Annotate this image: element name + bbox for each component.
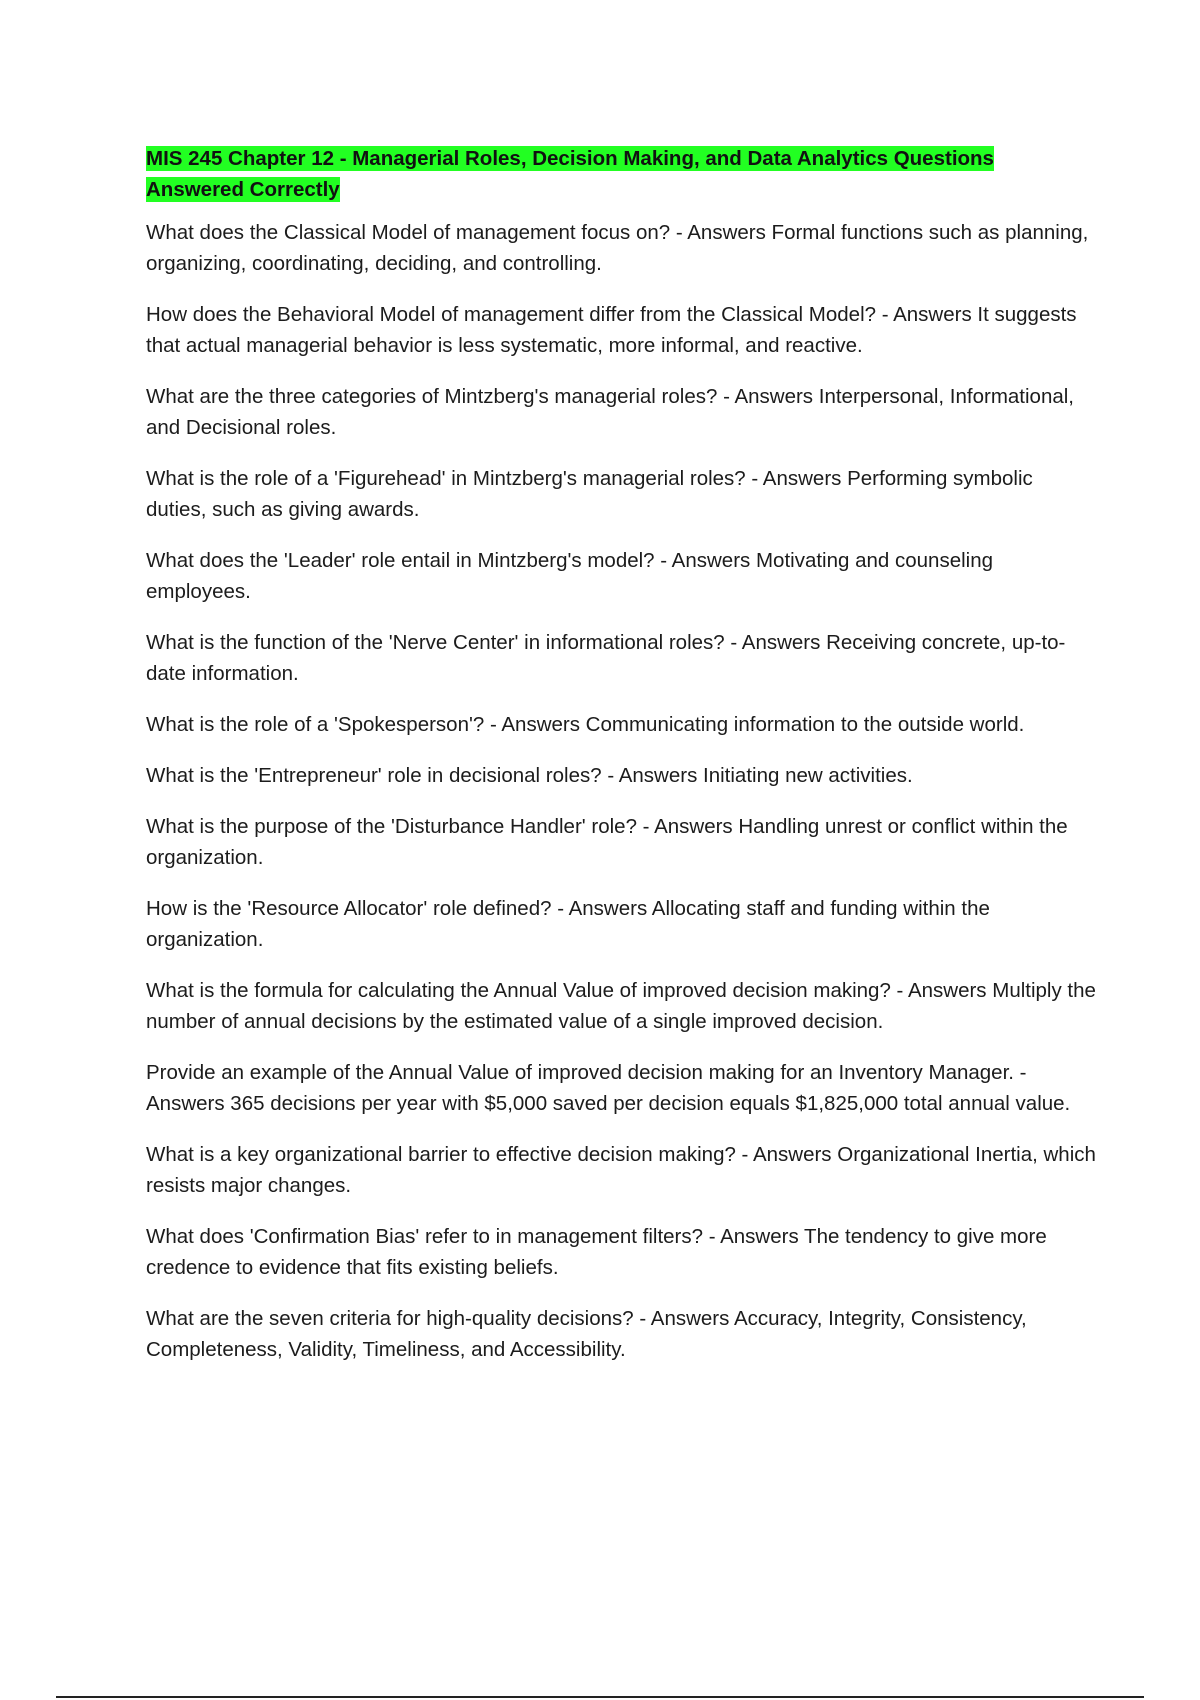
qa-item: What is the role of a 'Figurehead' in Mintzberg's managerial roles? - Answers Performing symbolic duties, such as giving awards.: [146, 467, 1033, 521]
qa-item: Provide an example of the Annual Value of improved decision making for an Inventory Manager. - Answers 365 decisions per year with $5,000 saved per decision equals $1,825,000 total annual value.: [146, 1061, 1071, 1115]
qa-item: What are the seven criteria for high-quality decisions? - Answers Accuracy, Integrity, Consistency, Completeness, Validity, Timeliness, and Accessibility.: [146, 1307, 1027, 1361]
qa-item: What does the 'Leader' role entail in Mintzberg's model? - Answers Motivating and counseling employees.: [146, 549, 994, 603]
qa-item: What is the formula for calculating the Annual Value of improved decision making? - Answers Multiply the number of annual decisions by the estimated value of a single improved decision.: [146, 979, 1096, 1033]
document-page: [146, 143, 1096, 1385]
qa-item: How is the 'Resource Allocator' role defined? - Answers Allocating staff and funding within the organization.: [146, 897, 990, 951]
footer-divider: [56, 1696, 1144, 1698]
qa-item: What does 'Confirmation Bias' refer to in management filters? - Answers The tendency to give more credence to evidence that fits existing beliefs.: [146, 1225, 1047, 1279]
qa-item: How does the Behavioral Model of management differ from the Classical Model? - Answers It suggests that actual managerial behavior is less systematic, more informal, and reactive.: [146, 303, 1077, 357]
title-highlight: MIS 245 Chapter 12 - Managerial Roles, Decision Making, and Data Analytics Questions Answered Correctly: [146, 147, 994, 201]
qa-item: What is the role of a 'Spokesperson'? - Answers Communicating information to the outside world.: [146, 713, 1025, 736]
qa-item: What is the function of the 'Nerve Center' in informational roles? - Answers Receiving concrete, up-to-date information.: [146, 631, 1066, 685]
qa-item: What is the 'Entrepreneur' role in decisional roles? - Answers Initiating new activities.: [146, 764, 913, 787]
qa-item: What are the three categories of Mintzberg's managerial roles? - Answers Interpersonal, Informational, and Decisional roles.: [146, 385, 1075, 439]
document-title: [146, 143, 1096, 205]
qa-item: What does the Classical Model of management focus on? - Answers Formal functions such as planning, organizing, coordinating, deciding, and controlling.: [146, 221, 1089, 275]
qa-item: What is the purpose of the 'Disturbance Handler' role? - Answers Handling unrest or conflict within the organization.: [146, 815, 1068, 869]
qa-item: What is a key organizational barrier to effective decision making? - Answers Organizational Inertia, which resists major changes.: [146, 1143, 1096, 1197]
